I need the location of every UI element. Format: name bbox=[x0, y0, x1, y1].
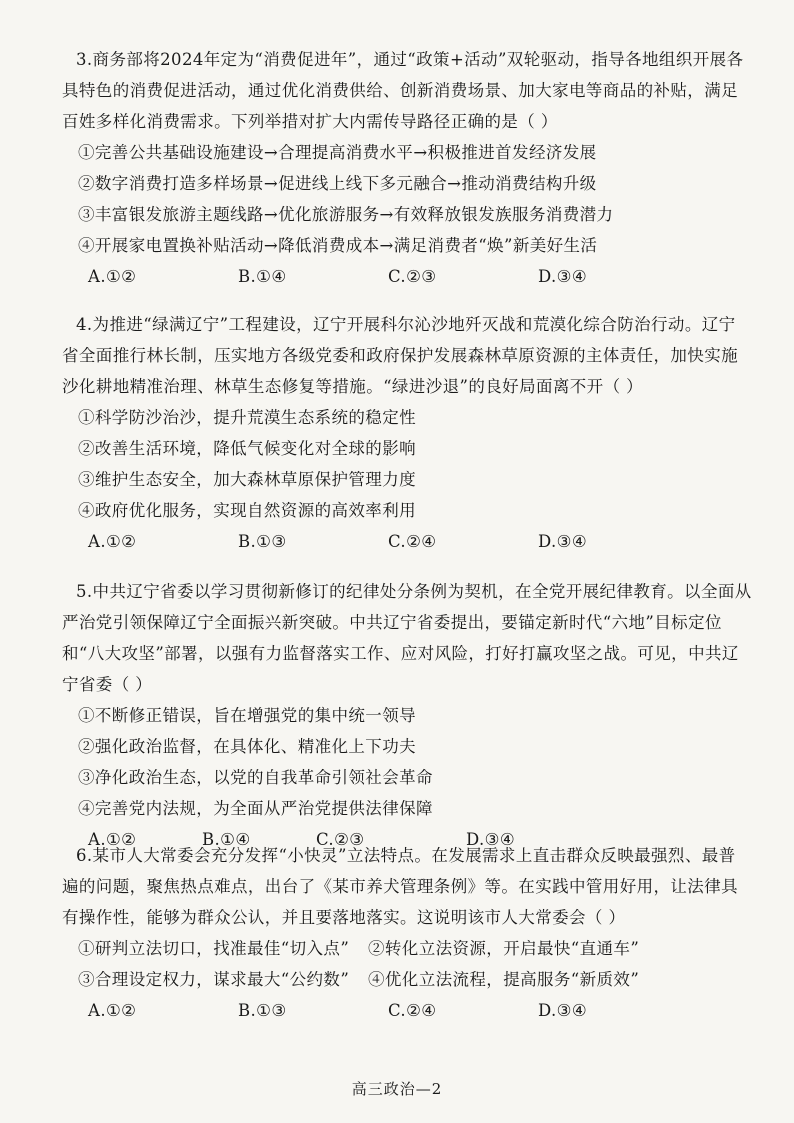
question-stem: 5.中共辽宁省委以学习贯彻新修订的纪律处分条例为契机，在全党开展纪律教育。以全面从严治党引领保障辽宁全面振兴新突破。中共辽宁省委提出，要锚定新时代“六地”目标定位和“八大攻坚”部署，以强有力监督落实工作、应对风险，打好打赢攻坚之战。可见，中共辽宁省委（ ） bbox=[62, 582, 752, 694]
answer-c: C.②③ bbox=[388, 267, 437, 286]
answer-d: D.③④ bbox=[538, 267, 588, 286]
option-1: ①完善公共基础设施建设→合理提高消费水平→积极推进首发经济发展 bbox=[78, 143, 597, 162]
question-stem: 6.某市人大常委会充分发挥“小快灵”立法特点。在发展需求上直击群众反映最强烈、最普遍的问题，聚焦热点难点，出台了《某市养犬管理条例》等。在实践中管用好用，让法律具有操作性，能够为群众公认，并且要落地落实。这说明该市人大常委会（ ） bbox=[62, 846, 738, 927]
answer-b: B.①③ bbox=[238, 532, 287, 551]
question-stem: 4.为推进“绿满辽宁”工程建设，辽宁开展科尔沁沙地歼灭战和荒漠化综合防治行动。辽宁省全面推行林长制，压实地方各级党委和政府保护发展森林草原资源的主体责任，加快实施沙化耕地精准治理、林草生态修复等措施。“绿进沙退”的良好局面离不开（ ） bbox=[62, 315, 738, 396]
answer-c: C.②④ bbox=[388, 1001, 437, 1020]
option-4: ④完善党内法规，为全面从严治党提供法律保障 bbox=[78, 799, 433, 818]
answer-a: A.①② bbox=[88, 830, 137, 849]
option-2: ②改善生活环境，降低气候变化对全球的影响 bbox=[78, 439, 416, 458]
page-footer: 高三政治—2 bbox=[351, 1080, 443, 1098]
option-3: ③合理设定权力，谋求最大“公约数” bbox=[78, 970, 350, 989]
answer-b: B.①③ bbox=[238, 1001, 287, 1020]
answer-b: B.①④ bbox=[238, 267, 287, 286]
question-stem: 3.商务部将2024年定为“消费促进年”，通过“政策+活动”双轮驱动，指导各地组织开展各具特色的消费促进活动，通过优化消费供给、创新消费场景、加大家电等商品的补贴，满足百姓多样化消费需求。下列举措对扩大内需传导路径正确的是（ ） bbox=[62, 50, 744, 131]
question-5 bbox=[62, 576, 752, 855]
answer-b: B.①④ bbox=[202, 830, 251, 849]
option-3: ③丰富银发旅游主题线路→优化旅游服务→有效释放银发族服务消费潜力 bbox=[78, 205, 614, 224]
question-6 bbox=[62, 840, 752, 1026]
answer-a: A.①② bbox=[88, 267, 137, 286]
question-3 bbox=[62, 44, 752, 292]
answer-c: C.②③ bbox=[316, 830, 365, 849]
option-4: ④优化立法流程，提高服务“新质效” bbox=[368, 970, 640, 989]
option-4: ④政府优化服务，实现自然资源的高效率利用 bbox=[78, 501, 416, 520]
option-1: ①科学防沙治沙，提升荒漠生态系统的稳定性 bbox=[78, 408, 416, 427]
answer-c: C.②④ bbox=[388, 532, 437, 551]
answer-d: D.③④ bbox=[538, 1001, 588, 1020]
answer-a: A.①② bbox=[88, 1001, 137, 1020]
option-4: ④开展家电置换补贴活动→降低消费成本→满足消费者“焕”新美好生活 bbox=[78, 236, 598, 255]
option-2: ②数字消费打造多样场景→促进线上线下多元融合→推动消费结构升级 bbox=[78, 174, 597, 193]
option-row-1 bbox=[62, 933, 752, 964]
question-4 bbox=[62, 309, 752, 557]
answer-a: A.①② bbox=[88, 532, 137, 551]
option-row-2 bbox=[62, 964, 752, 995]
answer-choices bbox=[62, 261, 752, 292]
option-1: ①研判立法切口，找准最佳“切入点” bbox=[78, 939, 350, 958]
option-3: ③净化政治生态，以党的自我革命引领社会革命 bbox=[78, 768, 433, 787]
option-2: ②强化政治监督，在具体化、精准化上下功夫 bbox=[78, 737, 416, 756]
answer-choices bbox=[62, 995, 752, 1026]
answer-choices bbox=[62, 526, 752, 557]
option-1: ①不断修正错误，旨在增强党的集中统一领导 bbox=[78, 706, 416, 725]
answer-d: D.③④ bbox=[466, 830, 516, 849]
option-3: ③维护生态安全，加大森林草原保护管理力度 bbox=[78, 470, 416, 489]
option-2: ②转化立法资源，开启最快“直通车” bbox=[368, 939, 640, 958]
answer-d: D.③④ bbox=[538, 532, 588, 551]
